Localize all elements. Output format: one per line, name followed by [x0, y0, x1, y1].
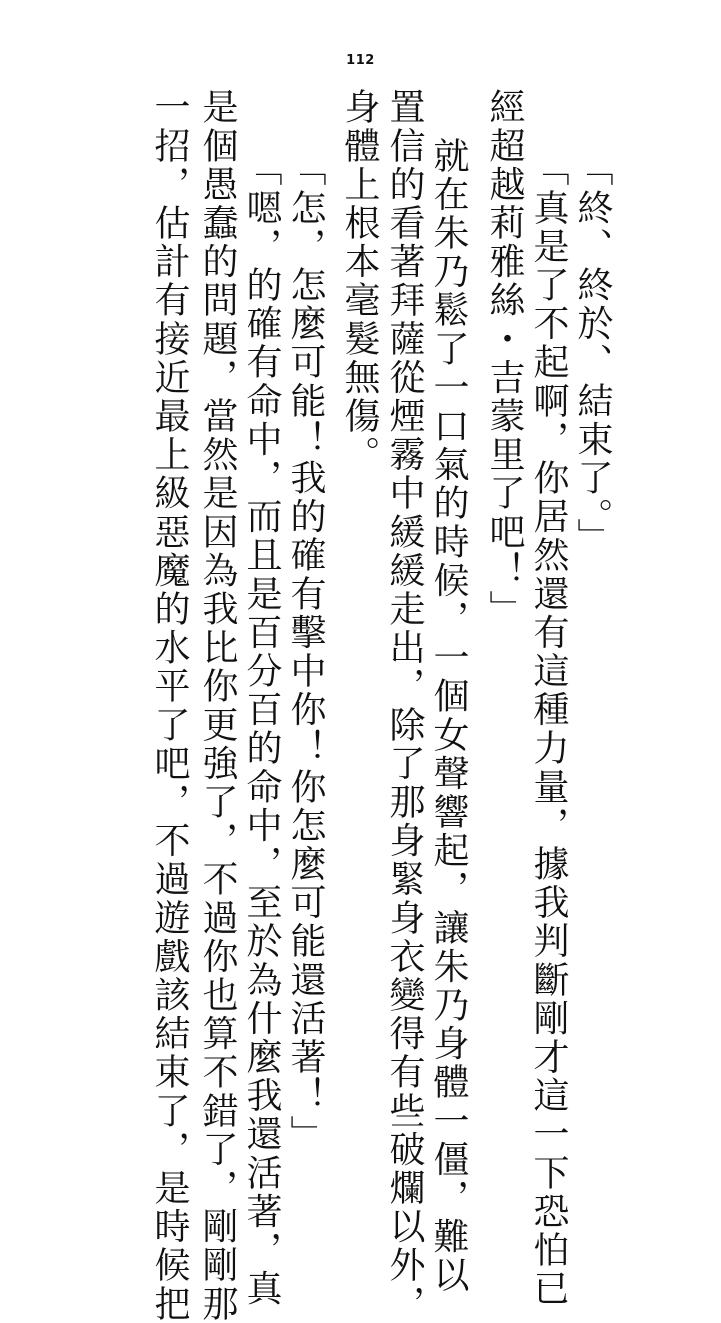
text-column-10: 一招，估計有接近最上級惡魔的水平了吧，不過遊戲該結束了，是時候把	[149, 88, 190, 1323]
text-column-3: 經超越莉雅絲・吉蒙里了吧！」	[484, 88, 525, 629]
text-column-1: 「終、終於、結束了。」	[572, 150, 613, 557]
text-column-2: 「真是了不起啊，你居然還有這種力量，據我判斷剛才這一下恐怕已	[528, 150, 569, 1308]
text-column-4: 就在朱乃鬆了一口氣的時候，一個女聲響起，讓朱乃身體一僵，難以	[428, 98, 469, 1295]
text-column-7: 「怎，怎麼可能！我的確有擊中你！你怎麼可能還活著！」	[285, 150, 326, 1154]
text-column-8: 「嗯，的確有命中，而且是百分百的命中，至於為什麼我還活著，真	[241, 150, 282, 1308]
text-column-5: 置信的看著拜薩從煙霧中緩緩走出，除了那身緊身衣變得有些破爛以外，	[384, 88, 425, 1323]
text-column-6: 身體上根本毫髮無傷。	[339, 88, 380, 474]
page-number: 112	[346, 53, 375, 68]
text-column-9: 是個愚蠢的問題，當然是因為我比你更強了，不過你也算不錯了，剛剛那	[197, 88, 238, 1323]
